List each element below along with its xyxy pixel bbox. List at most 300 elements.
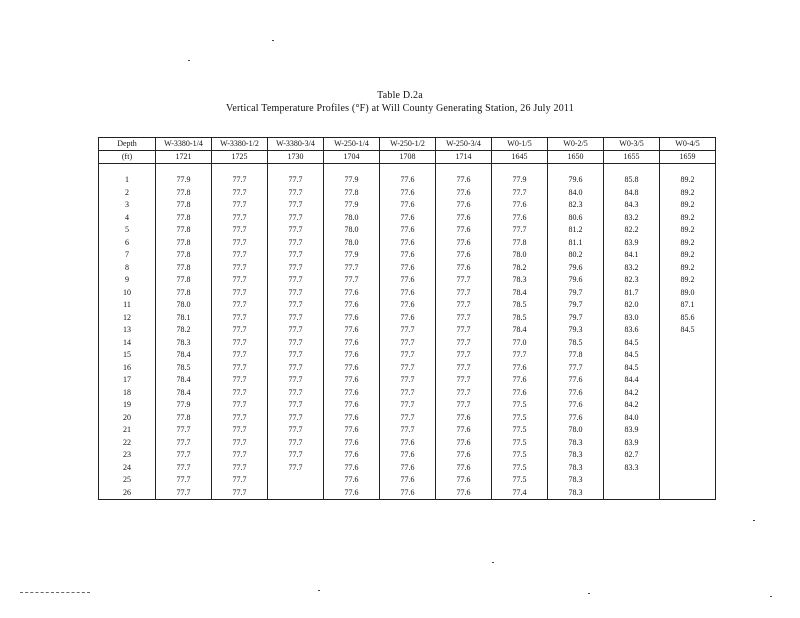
temperature-cell: 77.5	[492, 437, 548, 450]
temperature-cell: 83.9	[604, 437, 660, 450]
temperature-cell: 77.7	[212, 412, 268, 425]
temperature-cell: 77.5	[492, 399, 548, 412]
temperature-cell: 84.5	[604, 362, 660, 375]
temperature-cell: 77.6	[380, 262, 436, 275]
temperature-cell: 77.6	[548, 387, 604, 400]
temperature-cell: 77.7	[268, 462, 324, 475]
table-row	[99, 412, 716, 425]
temperature-cell: 80.6	[548, 212, 604, 225]
depth-cell: 13	[99, 324, 156, 337]
temperature-cell: 82.2	[604, 224, 660, 237]
temperature-cell: 77.8	[156, 187, 212, 200]
temperature-cell: 78.4	[156, 349, 212, 362]
temperature-cell	[660, 387, 716, 400]
table-row	[99, 174, 716, 187]
column-header: W-3380-3/4	[268, 138, 324, 151]
temperature-cell: 77.6	[324, 299, 380, 312]
temperature-cell: 77.7	[212, 262, 268, 275]
depth-cell: 15	[99, 349, 156, 362]
temperature-cell: 77.6	[492, 362, 548, 375]
temperature-cell: 78.4	[492, 324, 548, 337]
table-row	[99, 262, 716, 275]
column-header: W0-2/5	[548, 138, 604, 151]
temperature-cell: 77.6	[324, 312, 380, 325]
temperature-cell: 77.7	[268, 349, 324, 362]
temperature-cell: 77.6	[380, 474, 436, 487]
depth-cell: 10	[99, 287, 156, 300]
temperature-cell: 77.6	[380, 199, 436, 212]
temperature-cell: 77.8	[156, 249, 212, 262]
temperature-cell: 89.0	[660, 287, 716, 300]
temperature-cell: 77.7	[492, 224, 548, 237]
table-row	[99, 237, 716, 250]
temperature-cell: 77.7	[324, 262, 380, 275]
spacer-row	[99, 164, 716, 175]
temperature-cell: 84.5	[660, 324, 716, 337]
temperature-cell: 77.8	[548, 349, 604, 362]
temperature-cell: 77.5	[492, 462, 548, 475]
temperature-cell: 77.7	[212, 399, 268, 412]
temperature-cell: 78.5	[548, 337, 604, 350]
temperature-cell: 77.7	[268, 299, 324, 312]
temperature-cell: 83.0	[604, 312, 660, 325]
temperature-cell: 77.7	[156, 424, 212, 437]
temperature-cell: 77.7	[212, 174, 268, 187]
temperature-cell: 84.2	[604, 399, 660, 412]
temperature-cell: 77.6	[492, 387, 548, 400]
temperature-cell: 77.7	[436, 324, 492, 337]
temperature-cell: 77.7	[212, 312, 268, 325]
temperature-cell: 77.6	[324, 412, 380, 425]
temperature-cell: 77.8	[156, 274, 212, 287]
temperature-cell: 77.7	[268, 399, 324, 412]
table-row	[99, 474, 716, 487]
column-time: 1704	[324, 151, 380, 164]
temperature-cell: 77.7	[268, 224, 324, 237]
temperature-cell: 77.7	[156, 462, 212, 475]
depth-cell: 25	[99, 474, 156, 487]
depth-cell: 4	[99, 212, 156, 225]
temperature-cell: 77.7	[268, 212, 324, 225]
temperature-cell: 77.6	[436, 474, 492, 487]
temperature-cell: 77.7	[212, 437, 268, 450]
scan-speck	[492, 562, 494, 563]
temperature-cell: 77.6	[548, 374, 604, 387]
temperature-cell: 78.3	[548, 462, 604, 475]
temperature-cell: 77.8	[156, 199, 212, 212]
temperature-cell: 77.6	[436, 187, 492, 200]
temperature-cell: 78.3	[548, 487, 604, 500]
temperature-cell: 77.6	[492, 374, 548, 387]
temperature-cell: 77.6	[380, 312, 436, 325]
temperature-cell	[660, 349, 716, 362]
temperature-cell: 77.9	[324, 174, 380, 187]
temperature-cell: 77.6	[436, 212, 492, 225]
temperature-cell: 79.6	[548, 174, 604, 187]
depth-cell: 3	[99, 199, 156, 212]
temperature-cell: 83.2	[604, 262, 660, 275]
temperature-cell: 85.6	[660, 312, 716, 325]
temperature-cell: 77.6	[324, 487, 380, 500]
temperature-cell: 78.2	[492, 262, 548, 275]
temperature-cell	[660, 449, 716, 462]
temperature-cell: 89.2	[660, 274, 716, 287]
column-header: W-3380-1/2	[212, 138, 268, 151]
depth-cell: 22	[99, 437, 156, 450]
temperature-cell: 78.4	[156, 387, 212, 400]
temperature-cell: 77.6	[380, 449, 436, 462]
temperature-cell: 77.7	[492, 349, 548, 362]
temperature-cell: 77.6	[324, 449, 380, 462]
temperature-cell: 84.0	[604, 412, 660, 425]
depth-cell: 20	[99, 412, 156, 425]
temperature-cell	[660, 474, 716, 487]
temperature-cell	[660, 437, 716, 450]
temperature-cell: 80.2	[548, 249, 604, 262]
temperature-cell: 84.3	[604, 199, 660, 212]
temperature-cell: 77.6	[324, 399, 380, 412]
temperature-cell: 81.2	[548, 224, 604, 237]
depth-cell: 14	[99, 337, 156, 350]
depth-cell: 17	[99, 374, 156, 387]
temperature-cell: 78.0	[324, 212, 380, 225]
scan-speck	[318, 590, 320, 591]
temperature-cell: 79.6	[548, 262, 604, 275]
depth-cell: 16	[99, 362, 156, 375]
temperature-cell: 77.5	[492, 474, 548, 487]
temperature-cell	[660, 337, 716, 350]
scan-speck	[770, 596, 772, 597]
temperature-cell: 84.5	[604, 337, 660, 350]
temperature-cell: 77.7	[268, 449, 324, 462]
table-row	[99, 187, 716, 200]
temperature-cell: 77.7	[436, 312, 492, 325]
column-time: 1714	[436, 151, 492, 164]
temperature-cell: 84.5	[604, 349, 660, 362]
temperature-cell: 77.6	[436, 437, 492, 450]
temperature-cell: 77.7	[268, 424, 324, 437]
temperature-cell: 77.6	[324, 387, 380, 400]
temperature-cell: 77.6	[380, 237, 436, 250]
depth-cell: 11	[99, 299, 156, 312]
table-body	[99, 164, 716, 500]
depth-cell: 12	[99, 312, 156, 325]
temperature-cell	[604, 474, 660, 487]
temperature-cell: 77.6	[324, 337, 380, 350]
temperature-cell: 77.7	[380, 324, 436, 337]
temperature-cell: 77.7	[268, 324, 324, 337]
temperature-cell: 89.2	[660, 262, 716, 275]
temperature-cell: 89.2	[660, 174, 716, 187]
temperature-cell: 77.7	[212, 299, 268, 312]
temperature-cell: 77.7	[212, 449, 268, 462]
temperature-cell: 77.7	[268, 187, 324, 200]
temperature-cell	[660, 487, 716, 500]
table-row	[99, 449, 716, 462]
temperature-cell: 81.1	[548, 237, 604, 250]
temperature-cell: 83.3	[604, 462, 660, 475]
column-header: W-250-3/4	[436, 138, 492, 151]
temperature-cell: 78.0	[548, 424, 604, 437]
depth-cell: 23	[99, 449, 156, 462]
temperature-cell: 77.6	[380, 299, 436, 312]
temperature-cell: 89.2	[660, 212, 716, 225]
depth-header: Depth	[99, 138, 156, 151]
temperature-cell: 77.7	[268, 249, 324, 262]
temperature-cell: 77.8	[156, 287, 212, 300]
temperature-cell: 83.2	[604, 212, 660, 225]
table-row	[99, 487, 716, 500]
temperature-cell: 77.6	[548, 399, 604, 412]
temperature-cell: 77.9	[156, 399, 212, 412]
temperature-cell: 77.7	[212, 362, 268, 375]
depth-cell: 1	[99, 174, 156, 187]
temperature-cell: 77.8	[156, 412, 212, 425]
column-header: W0-3/5	[604, 138, 660, 151]
temperature-cell: 77.6	[324, 349, 380, 362]
depth-cell: 7	[99, 249, 156, 262]
temperature-cell: 77.7	[268, 199, 324, 212]
depth-cell: 8	[99, 262, 156, 275]
temperature-cell: 77.7	[324, 274, 380, 287]
scan-speck	[188, 60, 190, 61]
column-time: 1650	[548, 151, 604, 164]
temperature-cell: 77.7	[156, 449, 212, 462]
temperature-cell: 77.6	[436, 487, 492, 500]
table-row	[99, 324, 716, 337]
temperature-cell: 77.7	[268, 312, 324, 325]
temperature-cell: 77.4	[492, 487, 548, 500]
temperature-cell: 83.9	[604, 424, 660, 437]
table-row	[99, 337, 716, 350]
scan-speck	[588, 593, 590, 594]
temperature-cell: 77.7	[380, 387, 436, 400]
temperature-cell: 77.6	[492, 212, 548, 225]
temperature-cell: 77.0	[492, 337, 548, 350]
temperature-cell: 77.7	[268, 412, 324, 425]
temperature-cell: 77.7	[212, 287, 268, 300]
temperature-cell: 77.7	[436, 299, 492, 312]
column-time: 1655	[604, 151, 660, 164]
header-row-names	[99, 138, 716, 151]
column-time: 1659	[660, 151, 716, 164]
temperature-cell: 84.4	[604, 374, 660, 387]
temperature-cell: 77.6	[436, 449, 492, 462]
temperature-cell: 77.6	[380, 462, 436, 475]
temperature-cell	[604, 487, 660, 500]
temperature-cell: 84.2	[604, 387, 660, 400]
temperature-cell: 77.6	[436, 174, 492, 187]
column-header: W0-1/5	[492, 138, 548, 151]
table-row	[99, 437, 716, 450]
temperature-cell: 77.7	[212, 237, 268, 250]
header-row-times	[99, 151, 716, 164]
temperature-cell: 77.6	[380, 249, 436, 262]
table-row	[99, 287, 716, 300]
temperature-cell: 77.7	[212, 337, 268, 350]
column-time: 1725	[212, 151, 268, 164]
temperature-cell: 77.6	[324, 287, 380, 300]
temperature-cell: 77.6	[548, 412, 604, 425]
temperature-cell: 77.7	[212, 387, 268, 400]
temperature-cell: 77.7	[436, 362, 492, 375]
column-header: W-250-1/4	[324, 138, 380, 151]
temperature-cell: 77.7	[268, 387, 324, 400]
temperature-cell: 78.3	[492, 274, 548, 287]
table-row	[99, 424, 716, 437]
temperature-cell: 77.7	[436, 387, 492, 400]
temperature-cell: 78.0	[492, 249, 548, 262]
temperature-cell: 77.7	[156, 437, 212, 450]
temperature-cell: 77.7	[212, 487, 268, 500]
temperature-cell	[660, 424, 716, 437]
depth-cell: 26	[99, 487, 156, 500]
temperature-cell: 78.1	[156, 312, 212, 325]
temperature-cell: 77.7	[436, 274, 492, 287]
temperature-cell: 77.7	[268, 262, 324, 275]
temperature-cell: 89.2	[660, 187, 716, 200]
temperature-cell: 78.0	[324, 224, 380, 237]
temperature-cell: 82.3	[548, 199, 604, 212]
temperature-cell: 89.2	[660, 199, 716, 212]
column-header: W0-4/5	[660, 138, 716, 151]
temperature-cell: 79.3	[548, 324, 604, 337]
temperature-cell: 83.6	[604, 324, 660, 337]
temperature-cell: 78.2	[156, 324, 212, 337]
temperature-cell: 77.7	[268, 274, 324, 287]
column-time: 1730	[268, 151, 324, 164]
temperature-cell: 77.7	[156, 474, 212, 487]
temperature-cell: 77.7	[492, 187, 548, 200]
temperature-cell: 77.7	[436, 349, 492, 362]
column-header: W-3380-1/4	[156, 138, 212, 151]
temperature-cell: 82.3	[604, 274, 660, 287]
temperature-cell: 77.7	[212, 274, 268, 287]
temperature-cell: 79.7	[548, 299, 604, 312]
temperature-cell: 77.6	[436, 237, 492, 250]
depth-cell: 2	[99, 187, 156, 200]
temperature-cell: 77.7	[380, 412, 436, 425]
temperature-cell: 77.7	[436, 337, 492, 350]
temperature-cell: 77.7	[268, 437, 324, 450]
temperature-cell: 82.0	[604, 299, 660, 312]
temperature-cell: 77.6	[380, 212, 436, 225]
temperature-cell: 77.7	[380, 337, 436, 350]
temperature-cell: 77.7	[380, 424, 436, 437]
temperature-cell: 77.7	[212, 187, 268, 200]
temperature-cell: 77.6	[436, 199, 492, 212]
temperature-cell: 77.7	[212, 212, 268, 225]
temperature-cell: 77.8	[156, 237, 212, 250]
temperature-cell: 77.7	[268, 374, 324, 387]
temperature-cell: 79.7	[548, 312, 604, 325]
temperature-cell: 77.9	[324, 249, 380, 262]
temperature-cell: 77.6	[380, 287, 436, 300]
temperature-cell: 77.7	[212, 199, 268, 212]
temperature-cell	[660, 399, 716, 412]
table-row	[99, 212, 716, 225]
temperature-cell: 78.0	[156, 299, 212, 312]
depth-cell: 5	[99, 224, 156, 237]
temperature-cell: 77.7	[212, 249, 268, 262]
temperature-cell: 85.8	[604, 174, 660, 187]
temperature-cell: 77.6	[324, 324, 380, 337]
temperature-cell: 77.7	[268, 337, 324, 350]
temperature-cell: 77.6	[324, 374, 380, 387]
temperature-cell: 82.7	[604, 449, 660, 462]
table-row	[99, 374, 716, 387]
temperature-cell	[660, 362, 716, 375]
table-row	[99, 312, 716, 325]
temperature-cell: 77.8	[324, 187, 380, 200]
scan-speck	[753, 520, 755, 521]
temperature-cell: 77.7	[380, 374, 436, 387]
temperature-cell: 77.6	[324, 437, 380, 450]
temperature-cell: 77.6	[324, 362, 380, 375]
temperature-cell: 78.3	[156, 337, 212, 350]
temperature-cell: 77.7	[156, 487, 212, 500]
temperature-cell: 77.7	[380, 362, 436, 375]
temperature-cell	[660, 412, 716, 425]
temperature-cell: 87.1	[660, 299, 716, 312]
temperature-cell: 77.5	[492, 424, 548, 437]
table-caption: Table D.2a	[377, 90, 423, 101]
temperature-cell: 77.9	[492, 174, 548, 187]
temperature-cell: 77.7	[212, 224, 268, 237]
table-row	[99, 249, 716, 262]
temperature-cell: 84.0	[548, 187, 604, 200]
table-row	[99, 399, 716, 412]
depth-cell: 24	[99, 462, 156, 475]
temperature-cell	[268, 487, 324, 500]
table-row	[99, 299, 716, 312]
depth-cell: 21	[99, 424, 156, 437]
temperature-cell: 77.6	[324, 424, 380, 437]
column-header: W-250-1/2	[380, 138, 436, 151]
temperature-cell: 77.6	[380, 437, 436, 450]
column-time: 1721	[156, 151, 212, 164]
temperature-cell: 77.8	[156, 212, 212, 225]
temperature-cell: 77.6	[492, 199, 548, 212]
temperature-cell: 77.7	[436, 374, 492, 387]
temperature-cell: 89.2	[660, 224, 716, 237]
temperature-cell: 77.7	[212, 349, 268, 362]
temperature-cell: 77.8	[156, 262, 212, 275]
table-row	[99, 274, 716, 287]
temperature-cell: 83.9	[604, 237, 660, 250]
temperature-cell: 78.5	[156, 362, 212, 375]
column-time: 1708	[380, 151, 436, 164]
temperature-cell: 89.2	[660, 237, 716, 250]
temperature-cell: 77.6	[324, 474, 380, 487]
temperature-cell: 77.8	[492, 237, 548, 250]
temperature-cell: 84.1	[604, 249, 660, 262]
temperature-cell: 77.5	[492, 412, 548, 425]
temperature-cell: 77.6	[380, 274, 436, 287]
temperature-cell: 78.3	[548, 474, 604, 487]
temperature-cell: 77.6	[380, 174, 436, 187]
temperature-cell: 77.6	[324, 462, 380, 475]
depth-cell: 6	[99, 237, 156, 250]
temperature-cell: 77.5	[492, 449, 548, 462]
temperature-cell	[660, 374, 716, 387]
temperature-cell: 77.9	[156, 174, 212, 187]
temperature-cell: 78.0	[324, 237, 380, 250]
temperature-cell: 79.6	[548, 274, 604, 287]
depth-unit-header: (ft)	[99, 151, 156, 164]
temperature-cell: 77.9	[324, 199, 380, 212]
temperature-cell: 78.5	[492, 299, 548, 312]
